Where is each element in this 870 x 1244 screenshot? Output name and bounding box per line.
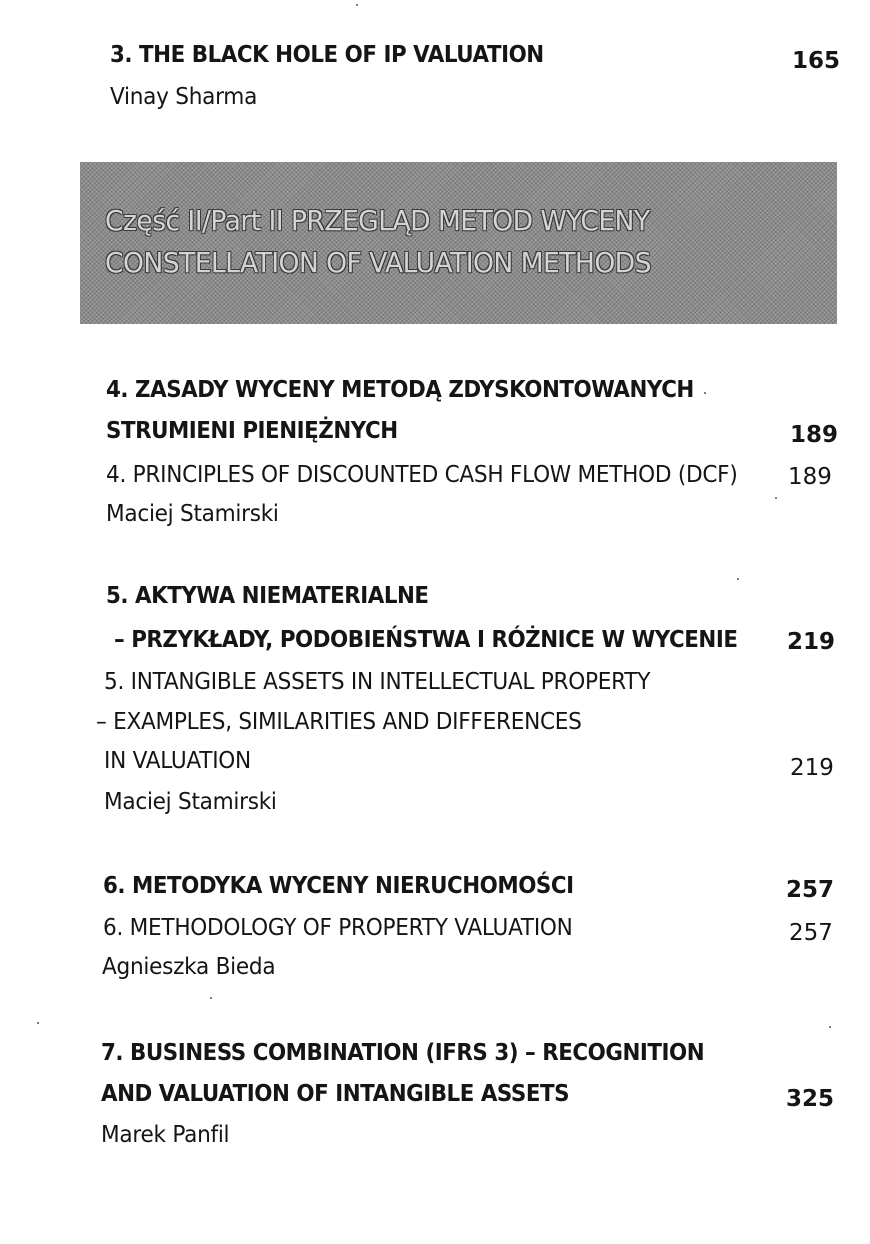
scan-speck [210,997,212,999]
scan-speck [775,497,777,499]
entry-7-author: Marek Panfil [101,1122,230,1148]
entry-7-page: 325 [786,1086,835,1112]
part-banner-subtitle: CONSTELLATION OF VALUATION METHODS [105,246,651,279]
entry-3-page: 165 [792,48,841,74]
entry-6-subtitle-page: 257 [789,920,833,946]
entry-7-title-line-2: AND VALUATION OF INTANGIBLE ASSETS [101,1081,570,1107]
entry-5-title-line-2: – PRZYKŁADY, PODOBIEŃSTWA I RÓŻNICE W WYCENIE [114,627,738,653]
entry-4-subtitle-page: 189 [788,464,832,490]
entry-5-title-line-1: 5. AKTYWA NIEMATERIALNE [106,583,429,609]
entry-4-title-line-2: STRUMIENI PIENIĘŻNYCH [106,418,398,444]
entry-5-subtitle-line-2: – EXAMPLES, SIMILARITIES AND DIFFERENCES [96,709,582,735]
entry-5-subtitle-line-3: IN VALUATION [104,748,251,774]
entry-4-title-line-1: 4. ZASADY WYCENY METODĄ ZDYSKONTOWANYCH [106,377,694,403]
entry-4-subtitle: 4. PRINCIPLES OF DISCOUNTED CASH FLOW METHOD (DCF) [106,462,738,488]
entry-5-page: 219 [787,629,836,655]
entry-4-page: 189 [790,422,839,448]
entry-5-subtitle-page: 219 [790,755,834,781]
part-banner-title: Część II/Part II PRZEGLĄD METOD WYCENY [105,204,650,237]
part-banner [80,162,837,324]
scan-speck [356,4,358,6]
entry-3-author: Vinay Sharma [110,84,258,110]
entry-5-subtitle-line-1: 5. INTANGIBLE ASSETS IN INTELLECTUAL PROPERTY [104,669,651,695]
entry-6-title: 6. METODYKA WYCENY NIERUCHOMOŚCI [103,873,574,899]
scan-speck [37,1022,39,1024]
entry-6-author: Agnieszka Bieda [102,954,276,980]
entry-6-page: 257 [786,877,835,903]
scan-speck [829,1026,831,1028]
entry-6-subtitle: 6. METHODOLOGY OF PROPERTY VALUATION [103,915,573,941]
entry-3-title: 3. THE BLACK HOLE OF IP VALUATION [110,42,544,68]
scan-speck [737,578,739,580]
entry-4-author: Maciej Stamirski [106,501,279,527]
entry-7-title-line-1: 7. BUSINESS COMBINATION (IFRS 3) – RECOGNITION [101,1040,705,1066]
entry-5-author: Maciej Stamirski [104,789,277,815]
scan-speck [704,392,706,394]
